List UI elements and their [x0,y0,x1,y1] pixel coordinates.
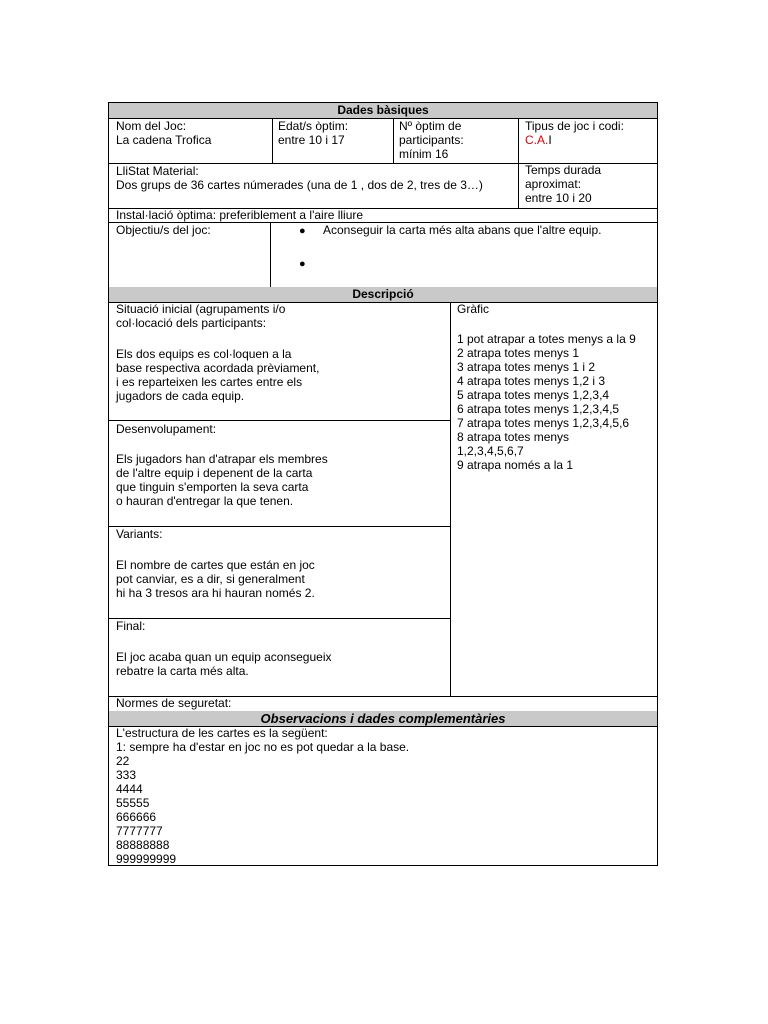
initial-situation-line: jugadors de cada equip. [116,389,245,403]
final-line: rebatre la carta més alta. [116,664,249,678]
graphic-line: 4 atrapa totes menys 1,2 i 3 [457,374,606,388]
observation-line: 1: sempre ha d'estar en joc no es pot quedar a la base. [116,740,410,754]
observation-line: 666666 [116,810,157,824]
observation-line: L'estructura de les cartes es la següent: [116,726,328,740]
safety-rules-label: Normes de seguretat: [116,696,232,710]
observation-line: 55555 [116,796,150,810]
graphic-line: 1,2,3,4,5,6,7 [457,444,524,458]
graphic-line: 2 atrapa totes menys 1 [457,346,580,360]
graphic-line: 9 atrapa només a la 1 [457,458,574,472]
graphic-line: 5 atrapa totes menys 1,2,3,4 [457,388,610,402]
final-title: Final: [116,619,146,633]
variants-line: El nombre de cartes que están en joc [116,558,315,572]
initial-situation-line: Els dos equips es col·loquen a la [116,347,292,361]
game-type-code [525,134,552,148]
development-line: o hauran d'entregar la que tenen. [116,494,294,508]
basic-data-header: Dades bàsiques [109,103,657,118]
material-label: LliStat Material: [116,164,199,178]
game-type-label: Tipus de joc i codi: [525,119,624,133]
observation-line: 7777777 [116,824,163,838]
observations-header: Observacions i dades complementàries [109,711,657,726]
variants-title: Variants: [116,527,163,541]
duration-label: Temps durada [525,163,602,177]
material-value: Dos grups de 36 cartes númerades (una de 1 , dos de 2, tres de 3…) [116,178,483,192]
age-label: Edat/s òptim: [278,119,349,133]
description-header: Descripció [109,287,657,302]
observation-line: 88888888 [116,838,170,852]
game-type-code-red: C.A. [525,133,549,147]
graphic-title: Gràfic [457,302,490,316]
participants-label-2: participants: [399,133,464,147]
final-line: El joc acaba quan un equip aconsegueix [116,650,332,664]
initial-situation-line: i es reparteixen les cartes entre els [116,375,303,389]
variants-line: hi ha 3 tresos ara hi hauran només 2. [116,586,315,600]
installation-text: Instal·lació òptima: preferiblement a l'aire lliure [116,208,364,222]
development-line: de l'altre equip i depenent de la carta [116,466,313,480]
development-line: Els jugadors han d'atrapar els membres [116,452,328,466]
graphic-line: 3 atrapa totes menys 1 i 2 [457,360,596,374]
observation-line: 22 [116,754,130,768]
graphic-line: 7 atrapa totes menys 1,2,3,4,5,6 [457,416,630,430]
observation-line: 333 [116,768,137,782]
objective-item-1: Aconseguir la carta més alta abans que l'altre equip. [323,223,602,237]
graphic-line: 8 atrapa totes menys [457,430,570,444]
initial-situation-line: base respectiva acordada prèviament, [116,361,320,375]
bullet-icon: ● [299,258,306,270]
graphic-line: 1 pot atrapar a totes menys a la 9 [457,332,636,346]
variants-line: pot canviar, es a dir, si generalment [116,572,305,586]
graphic-line: 6 atrapa totes menys 1,2,3,4,5 [457,402,620,416]
observation-line: 4444 [116,782,143,796]
game-sheet [108,102,658,866]
game-type-code-rest: I [548,133,552,147]
bullet-icon: ● [299,225,306,237]
participants-value: mínim 16 [399,147,449,161]
duration-value: entre 10 i 20 [525,191,592,205]
development-line: que tinguin s'emporten la seva carta [116,480,309,494]
age-value: entre 10 i 17 [278,133,345,147]
initial-situation-title: Situació inicial (agrupaments i/o [116,302,286,316]
participants-label: Nº òptim de [399,119,462,133]
initial-situation-title-2: col·locació dels participants: [116,316,267,330]
duration-label-2: aproximat: [525,177,582,191]
game-name-label: Nom del Joc: [116,119,187,133]
objectives-label: Objectiu/s del joc: [116,223,211,237]
game-name-value: La cadena Trofica [116,133,212,147]
observation-line: 999999999 [116,852,177,866]
development-title: Desenvolupament: [116,422,217,436]
